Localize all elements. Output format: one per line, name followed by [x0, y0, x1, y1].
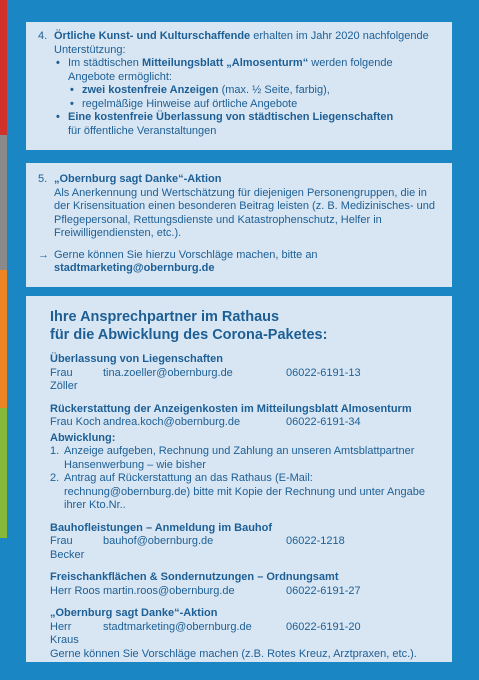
section-5-email-link[interactable]: stadtmarketing@obernburg.de: [54, 262, 215, 274]
contact-row: [50, 416, 440, 430]
contact-section-ordnungsamt: [50, 571, 440, 598]
procedure-step-text: Anzeige aufgeben, Rechnung und Zahlung an unseren Amtsblattpartner Hansenwerbung – wie bisher: [64, 445, 415, 471]
section-4-heading: [54, 30, 440, 57]
contact-section-heading: Rückerstattung der Anzeigenkosten im Mitteilungsblatt Almosenturm: [50, 402, 412, 415]
contacts-title-line-2: für die Abwicklung des Corona-Paketes:: [50, 327, 328, 343]
contacts-box: [26, 296, 452, 662]
contact-phone: 06022-1218: [286, 535, 345, 547]
procedure-step-number: 2.: [50, 472, 60, 484]
section-4-heading-rest: erhalten im Jahr 2020 nachfolgende Unterstützung:: [54, 30, 429, 56]
contact-row: [50, 585, 440, 599]
color-stripe-green: [0, 408, 7, 538]
contact-name: Frau Zöller: [50, 366, 78, 392]
bullet-2-bold: Eine kostenfreie Überlassung von städtischen Liegenschaften: [68, 111, 394, 123]
contact-name: Herr Kraus: [50, 620, 79, 646]
arrow-right-icon: →: [38, 248, 49, 261]
section-4-box: [26, 22, 452, 150]
section-4-heading-bold: Örtliche Kunst- und Kulturschaffende: [54, 30, 251, 42]
contact-note: Gerne können Sie Vorschläge machen (z.B. Rotes Kreuz, Arztpraxen, etc.).: [50, 647, 417, 660]
contact-section-danke-aktion: [50, 607, 440, 661]
contact-name: Herr Roos: [50, 584, 101, 597]
section-5-note: Gerne können Sie hierzu Vorschläge machen, bitte an: [54, 248, 318, 261]
bullet-1-pre: Im städtischen: [68, 57, 142, 69]
section-5-heading: „Obernburg sagt Danke“-Aktion: [54, 173, 222, 185]
sub-1-bold: zwei kostenfreie Anzeigen: [82, 84, 219, 96]
color-stripe-red: [0, 0, 7, 135]
procedure-step-number: 1.: [50, 445, 60, 457]
contact-phone: 06022-6191-13: [286, 366, 361, 379]
contact-section-heading: Freischankflächen & Sondernutzungen – Ordnungsamt: [50, 571, 339, 583]
color-stripe-grey: [0, 135, 7, 270]
contact-row: [50, 535, 440, 562]
contact-phone: 06022-6191-27: [286, 584, 361, 597]
sub-1-rest: (max. ½ Seite, farbig),: [218, 84, 330, 96]
section-5-box: [26, 163, 452, 287]
contact-section-liegenschaften: [50, 353, 440, 394]
contact-phone: 06022-6191-20: [286, 620, 361, 633]
contact-email-link[interactable]: tina.zoeller@obernburg.de: [103, 366, 233, 379]
contact-email-link[interactable]: stadtmarketing@obernburg.de: [103, 620, 252, 633]
section-5-number: 5.: [38, 173, 48, 185]
procedure-list: [50, 445, 440, 513]
contact-phone: 06022-6191-34: [286, 416, 361, 428]
bullet-2-rest: für öffentliche Veranstaltungen: [68, 124, 217, 137]
procedure-step-text: Antrag auf Rückerstattung an das Rathaus (E-Mail: rechnung@obernburg.de) bitte mit Kopie der Rechnung und unter Angabe ihrer Kto.Nr..: [64, 472, 425, 511]
section-5-body: Als Anerkennung und Wertschätzung für diejenigen Personengruppen, die in der Krisensituation einen besonderen Beitrag leisten (z. B. Medizinisches- und Pflegepersonal, Rettungsdienste und Katastrophenschutz, Helfer in Freiwilligendiensten, etc.).: [54, 186, 435, 239]
contact-section-anzeigenkosten: [50, 403, 440, 513]
contact-row: [50, 367, 440, 394]
contact-section-heading: Überlassung von Liegenschaften: [50, 353, 223, 365]
contact-row: [50, 621, 440, 648]
section-4-sub-bullet-1: [68, 84, 440, 98]
contact-section-heading: Bauhofleistungen – Anmeldung im Bauhof: [50, 521, 273, 534]
contact-email-link[interactable]: bauhof@obernburg.de: [103, 535, 214, 547]
contact-name: Frau Becker: [50, 535, 85, 561]
contacts-title-line-1: Ihre Ansprechpartner im Rathaus: [50, 309, 280, 325]
procedure-heading: Abwicklung:: [50, 431, 116, 444]
contact-email-link[interactable]: martin.roos@obernburg.de: [103, 584, 235, 597]
section-4-number: 4.: [38, 30, 48, 42]
bullet-1-bold: Mitteilungsblatt „Almosenturm“: [141, 57, 309, 69]
procedure-step: [50, 445, 440, 472]
color-stripe-orange: [0, 270, 7, 408]
contact-section-bauhof: [50, 522, 440, 563]
section-4-bullet-1: [54, 57, 440, 111]
color-stripe-blue: [0, 538, 7, 680]
contact-section-heading: „Obernburg sagt Danke“-Aktion: [50, 607, 218, 619]
section-4-bullet-2: [54, 111, 440, 138]
contact-email-link[interactable]: andrea.koch@obernburg.de: [103, 416, 241, 428]
procedure-step: [50, 472, 440, 513]
contact-name: Frau Koch: [50, 416, 101, 428]
section-4-sub-bullet-2: • regelmäßige Hinweise auf örtliche Angebote: [68, 98, 440, 112]
bullet-1-post: werden folgende Angebote ermöglicht:: [68, 57, 393, 83]
